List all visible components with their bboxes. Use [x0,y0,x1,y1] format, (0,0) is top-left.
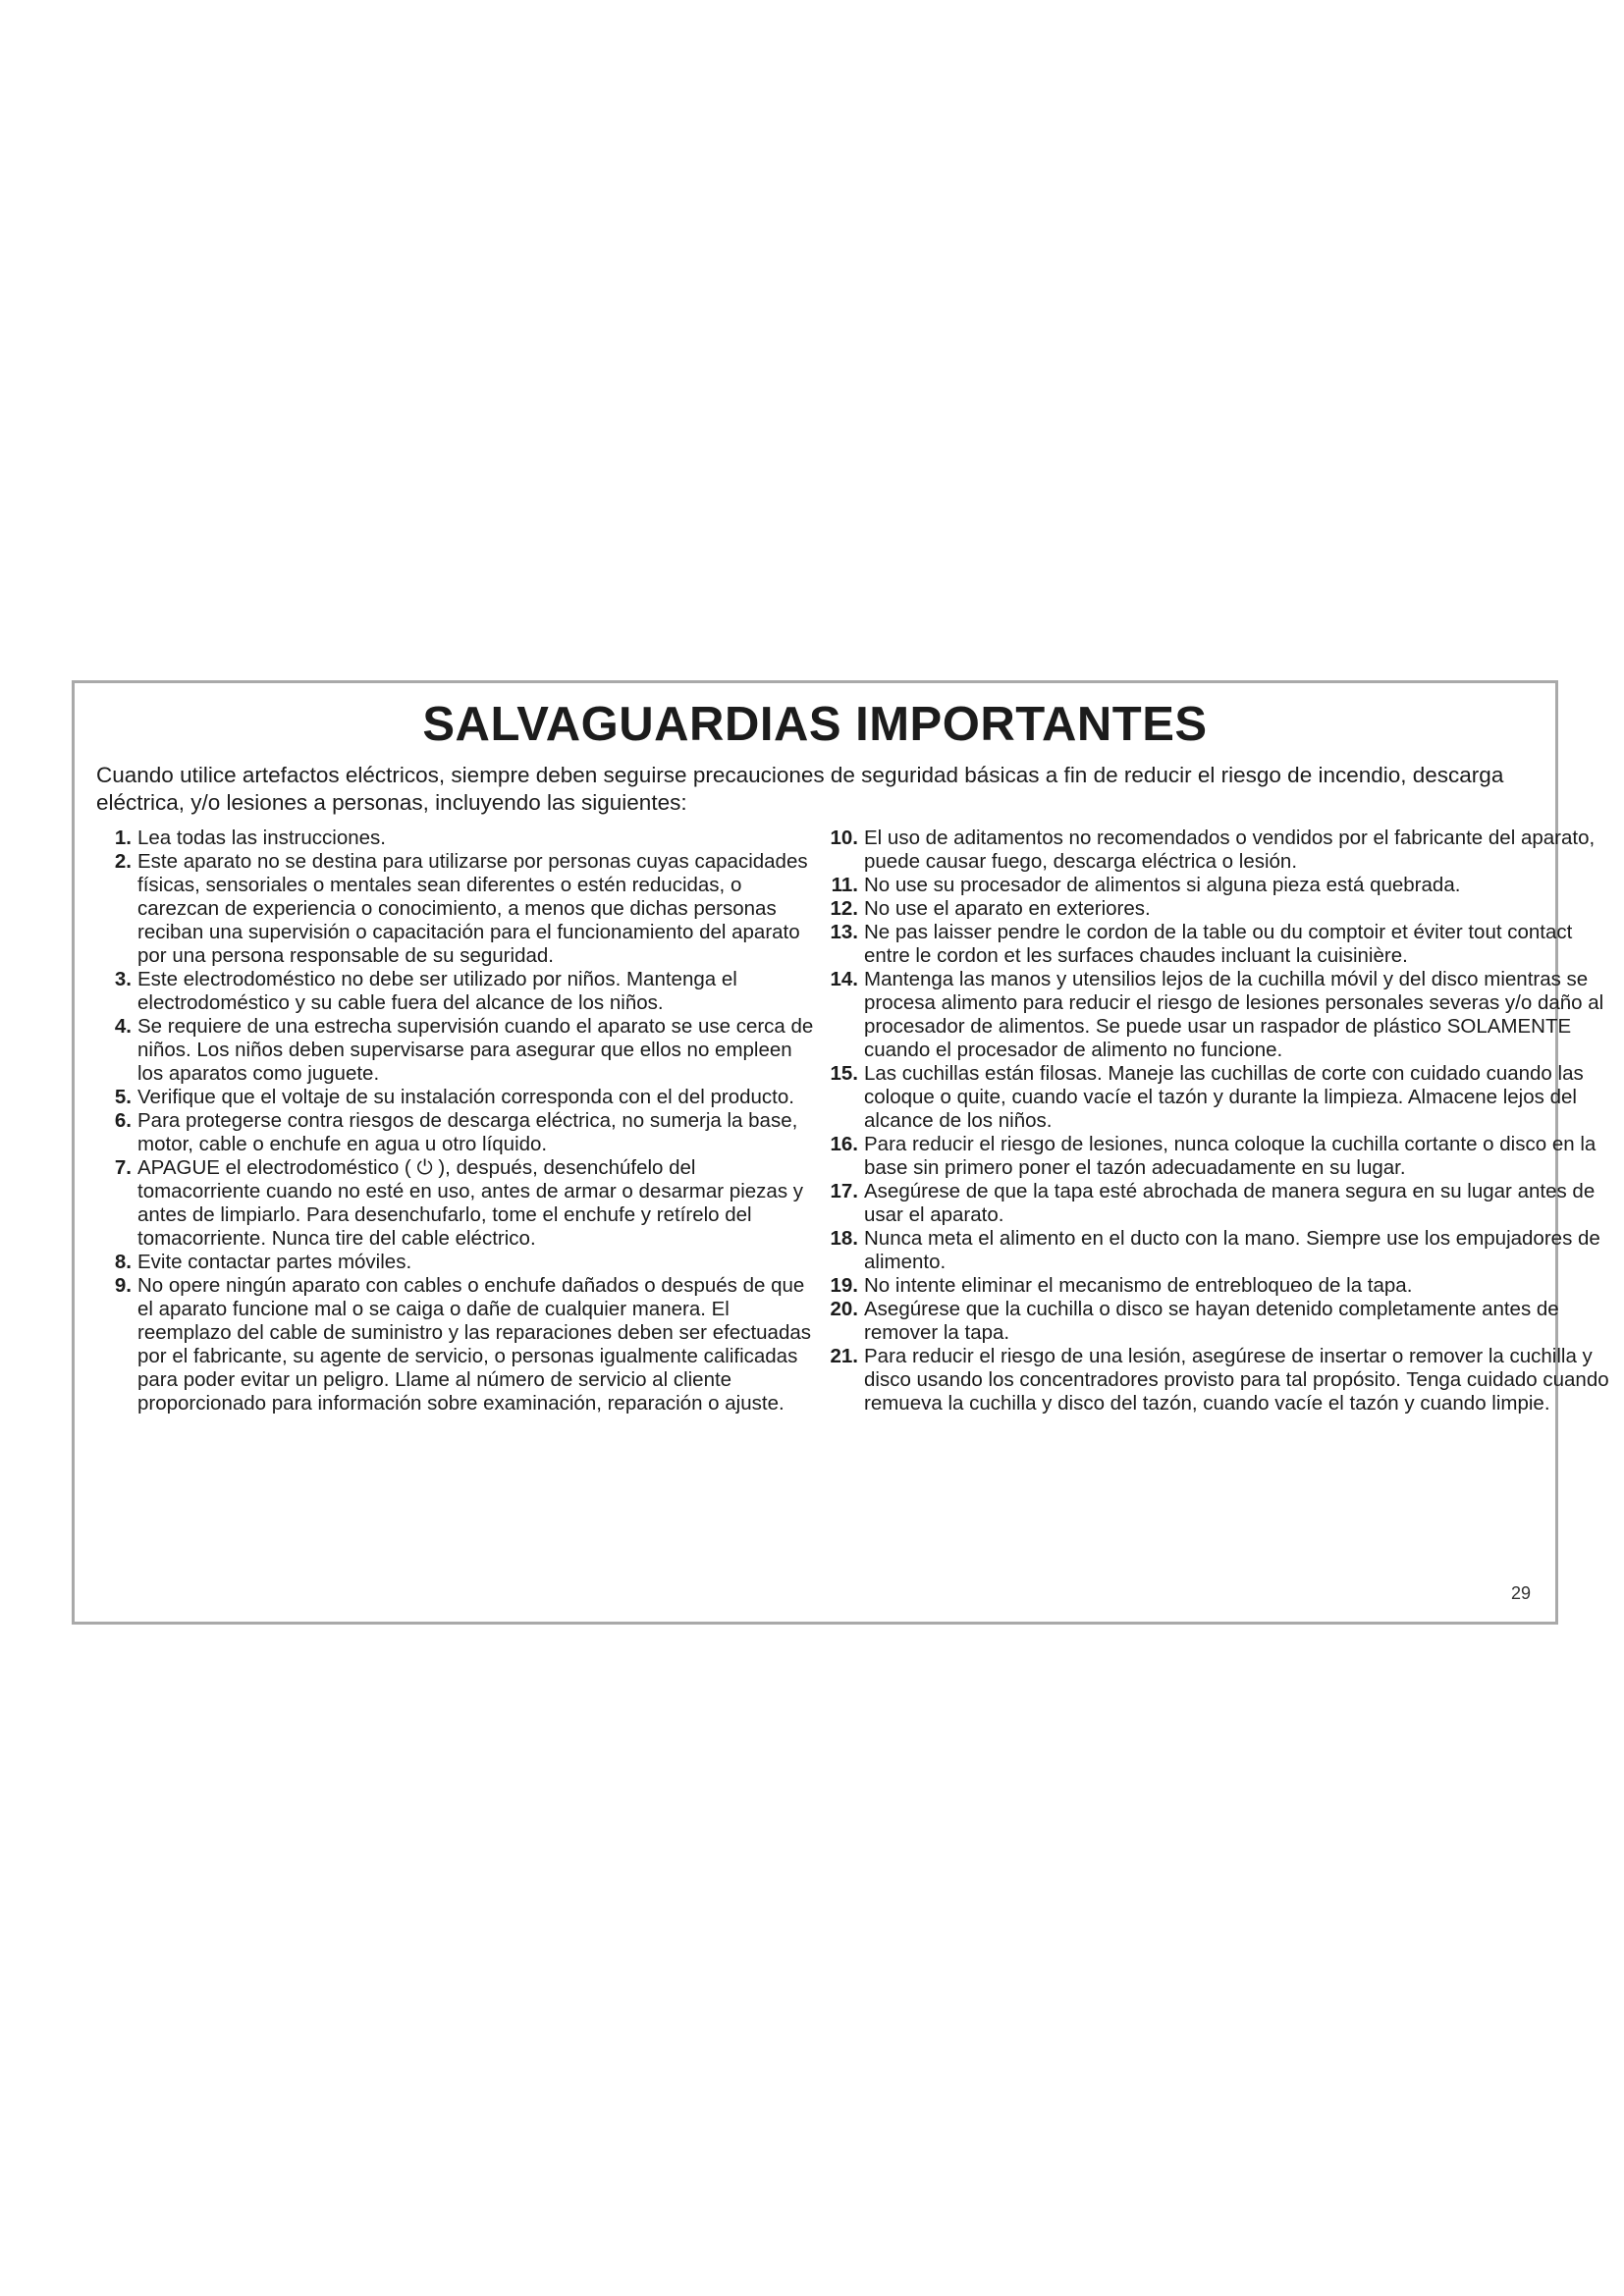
list-item [100,968,822,1015]
item-number: 15. [830,1062,858,1085]
list-item [100,850,822,968]
safeguards-list-right [827,827,1612,1415]
item-text: Para reducir el riesgo de una lesión, asegúrese de insertar o remover la cuchilla y disco usando los concentradores provisto para tal propósito. Tenga cuidado cuando remueva la cuchilla y disco del tazón, cuando vacíe el tazón y cuando limpie. [864,1345,1609,1415]
item-number: 21. [830,1345,858,1367]
list-item [827,921,1612,968]
list-item [100,1109,822,1156]
item-number: 7. [114,1156,132,1179]
item-text: Para protegerse contra riesgos de descarga eléctrica, no sumerja la base, motor, cable o enchufe en agua u otro líquido. [137,1109,798,1155]
list-item [100,1015,822,1086]
item-text: Asegúrese que la cuchilla o disco se hayan detenido completamente antes de remover la tapa. [864,1298,1559,1344]
safeguards-list-left [100,827,822,1415]
item-number: 12. [830,897,858,920]
item-number: 17. [830,1180,858,1202]
list-item [100,1086,822,1109]
item-text: El uso de aditamentos no recomendados o vendidos por el fabricante del aparato, puede causar fuego, descarga eléctrica o lesión. [864,827,1596,873]
list-item [827,968,1612,1062]
item-number: 3. [114,968,132,990]
item-number: 20. [830,1298,858,1320]
list-item [827,1298,1612,1345]
list-item [100,1251,822,1274]
item-number: 9. [114,1274,132,1297]
list-item [827,874,1612,897]
item-number: 14. [830,968,858,990]
item-text: No use su procesador de alimentos si alguna pieza está quebrada. [864,874,1461,896]
list-item [827,1274,1612,1298]
item-number: 19. [830,1274,858,1297]
item-number: 4. [114,1015,132,1038]
list-item [827,1180,1612,1227]
item-text: Se requiere de una estrecha supervisión cuando el aparato se use cerca de niños. Los niños deben supervisarse para asegurar que ellos no empleen los aparatos como juguete. [137,1015,814,1085]
item-text: Las cuchillas están filosas. Maneje las cuchillas de corte con cuidado cuando las coloque o quite, cuando vacíe el tazón y durante la limpieza. Almacene lejos del alcance de los niños. [864,1062,1584,1132]
item-text: Para reducir el riesgo de lesiones, nunca coloque la cuchilla cortante o disco en la base sin primero poner el tazón adecuadamente en su lugar. [864,1133,1597,1179]
list-item [827,1227,1612,1274]
item-text: No use el aparato en exteriores. [864,897,1151,920]
item-number: 5. [114,1086,132,1108]
item-number: 10. [830,827,858,849]
item-text: No intente eliminar el mecanismo de entrebloqueo de la tapa. [864,1274,1413,1297]
item-number: 1. [114,827,132,849]
item-number: 18. [830,1227,858,1250]
list-item [100,827,822,850]
item-number: 13. [830,921,858,943]
safeguards-panel [72,680,1609,1625]
item-number: 8. [114,1251,132,1273]
item-text: Lea todas las instrucciones. [137,827,386,849]
item-number: 16. [830,1133,858,1155]
item-number: 2. [114,850,132,873]
item-text: Este aparato no se destina para utilizarse por personas cuyas capacidades físicas, sensoriales o mentales sean diferentes o estén reducidas, o carezcan de experiencia o conocimiento, a menos que dichas personas reciban una supervisión o capacitación para el funcionamiento del aparato por una persona responsable de su seguridad. [137,850,808,967]
list-item [100,1156,822,1251]
list-item [827,1345,1612,1415]
item-text: Ne pas laisser pendre le cordon de la table ou du comptoir et éviter tout contact entre le cordon et les surfaces chaudes incluant la cuisinière. [864,921,1573,967]
list-item [827,827,1612,874]
item-number: 6. [114,1109,132,1132]
list-item [827,1062,1612,1133]
item-text: Evite contactar partes móviles. [137,1251,412,1273]
page-title: SALVAGUARDIAS IMPORTANTES [422,698,1208,751]
item-text: Asegúrese de que la tapa esté abrochada de manera segura en su lugar antes de usar el aparato. [864,1180,1596,1226]
item-text: APAGUE el electrodoméstico ( ⏻ ), después, desenchúfelo del tomacorriente cuando no esté en uso, antes de armar o desarmar piezas y antes de limpiarlo. Para desenchufarlo, tome el enchufe y retírelo del tomacorriente. Nunca tire del cable eléctrico. [137,1156,804,1250]
item-text: Mantenga las manos y utensilios lejos de la cuchilla móvil y del disco mientras se procesa alimento para reducir el riesgo de lesiones personales severas y/o daño al procesador de alimentos. Se puede usar un raspador de plástico SOLAMENTE cuando el procesador de alimento no funcione. [864,968,1604,1061]
item-text: Este electrodoméstico no debe ser utilizado por niños. Mantenga el electrodoméstico y su cable fuera del alcance de los niños. [137,968,737,1014]
list-item [827,897,1612,921]
item-text: Nunca meta el alimento en el ducto con la mano. Siempre use los empujadores de alimento. [864,1227,1600,1273]
item-text: Verifique que el voltaje de su instalación corresponda con el del producto. [137,1086,794,1108]
page-number: 29 [1510,1583,1531,1603]
list-item [100,1274,822,1415]
item-text: No opere ningún aparato con cables o enchufe dañados o después de que el aparato funcione mal o se caiga o dañe de cualquier manera. El reemplazo del cable de suministro y las reparaciones deben ser efectuadas por el fabricante, su agente de servicio, o personas igualmente calificadas para poder evitar un peligro. Llame al número de servicio al cliente proporcionado para información sobre examinación, reparación o ajuste. [137,1274,811,1415]
item-number: 11. [831,874,858,896]
intro-paragraph: Cuando utilice artefactos eléctricos, siempre deben seguirse precauciones de seguridad básicas a fin de reducir el riesgo de incendio, descarga eléctrica, y/o lesiones a personas, incluyendo las siguientes: [96,763,1504,815]
list-item [827,1133,1612,1180]
